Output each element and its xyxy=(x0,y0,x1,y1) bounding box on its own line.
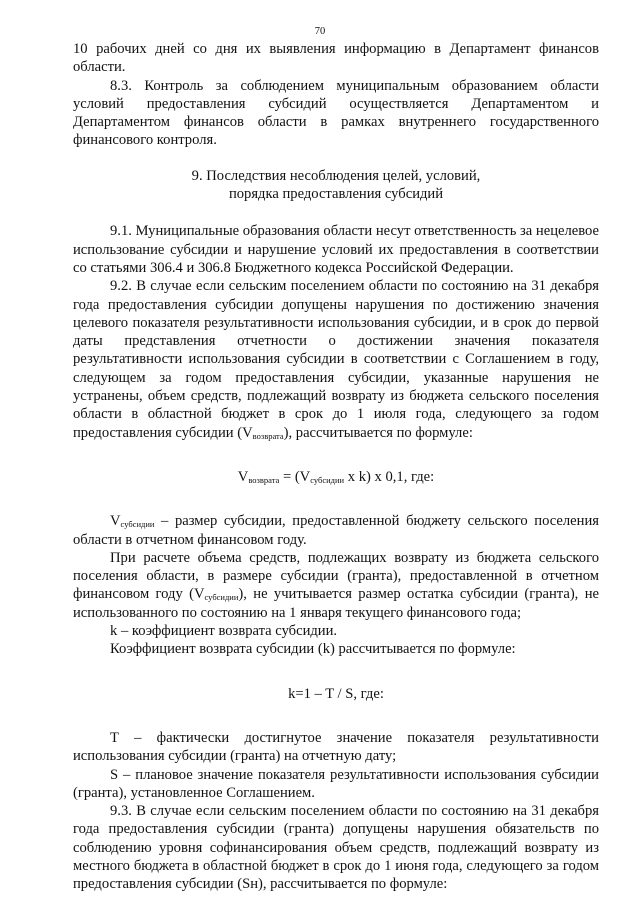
paragraph-9-2 xyxy=(73,277,599,442)
formula-return-volume xyxy=(73,468,599,486)
paragraph-calculation xyxy=(73,549,599,622)
formula-k: k=1 – T / S, где: xyxy=(288,685,384,702)
definition-k: k – коэффициент возврата субсидии. xyxy=(110,623,338,640)
formula-end: x k) x 0,1, где: xyxy=(344,468,435,485)
calc-text-a: При расчете объема средств, подлежащих возврату из бюджета сельского поселения области, в размере субсидии (гранта), предоставленной в отчетном финансовом году (V xyxy=(73,549,599,603)
definition-t: Т – фактически достигнутое значение показателя результативности использования субсидии (гранта) на отчетную дату; xyxy=(73,729,599,765)
definition-s: S – плановое значение показателя результативности использования субсидии (гранта), установленное Соглашением. xyxy=(73,766,599,801)
paragraph-k-formula-intro: Коэффициент возврата субсидии (k) рассчитывается по формуле: xyxy=(110,641,516,658)
paragraph-9-2-tail: ), рассчитывается по формуле: xyxy=(283,424,473,441)
page-number: 70 xyxy=(314,26,326,37)
definition-v-subsidii xyxy=(73,512,599,549)
formula-middle: = (V xyxy=(279,468,311,485)
def-v-symbol: V xyxy=(110,513,121,530)
document-body xyxy=(73,40,599,894)
paragraph-8-3: 8.3. Контроль за соблюдением муниципальным образованием области условий предоставления субсидий осуществляется Департаментом и Департаментом финансов области в рамках внутреннего государственного финансового контроля. xyxy=(73,77,599,149)
subscript-vozvrata: возврата xyxy=(252,430,284,441)
def-v-text: – размер субсидии, предоставленной бюджету сельского поселения области в отчетном финансовом году. xyxy=(73,513,599,548)
section-heading-line-2: порядка предоставления субсидий xyxy=(228,186,444,203)
calc-subscript: субсидии xyxy=(204,592,239,603)
formula-sub-subsidii: субсидии xyxy=(310,474,345,485)
def-v-subscript: субсидии xyxy=(120,519,155,530)
paragraph-9-3: 9.3. В случае если сельским поселением области по состоянию на 31 декабря года предоставления субсидии (гранта) допущены нарушения обязательств по соблюдению уровня софинансирования объем средств, подлежащий возврату из местного бюджета в областной бюджет в срок до 1 июня года, следующего за годом предоставления субсидии (Sн), рассчитывается по формуле: xyxy=(73,803,599,893)
section-heading-line-1: 9. Последствия несоблюдения целей, условий, xyxy=(191,167,481,184)
paragraph-9-1: 9.1. Муниципальные образования области несут ответственность за нецелевое использование субсидии и нарушение условий их предоставления в соответствии со статьями 306.4 и 306.8 Бюджетного кодекса Российской Федерации. xyxy=(73,223,599,276)
formula-v-symbol: V xyxy=(237,468,249,485)
paragraph-9-2-text: 9.2. В случае если сельским поселением области по состоянию на 31 декабря года предоставления субсидии допущены нарушения по достижению значения целевого показателя результативности использования субсидии, и в срок до первой даты представления отчетности о достижении значения показателя результативности использования субсидии в соответствии с Соглашением в году, следующем за годом предоставления субсидии, указанные нарушения не устранены, объем средств, подлежащий возврату из бюджета сельского поселения области в областной бюджет в срок до 1 июля года, следующего за годом предоставления субсидии (V xyxy=(73,278,599,441)
paragraph-continuation: 10 рабочих дней со дня их выявления информацию в Департамент финансов области. xyxy=(73,41,599,76)
calc-text-b: ), не учитывается размер остатка субсидии (гранта), не использованного по состоянию на 1 января текущего финансового года; xyxy=(73,586,599,621)
formula-sub-vozvrata: возврата xyxy=(248,474,280,485)
